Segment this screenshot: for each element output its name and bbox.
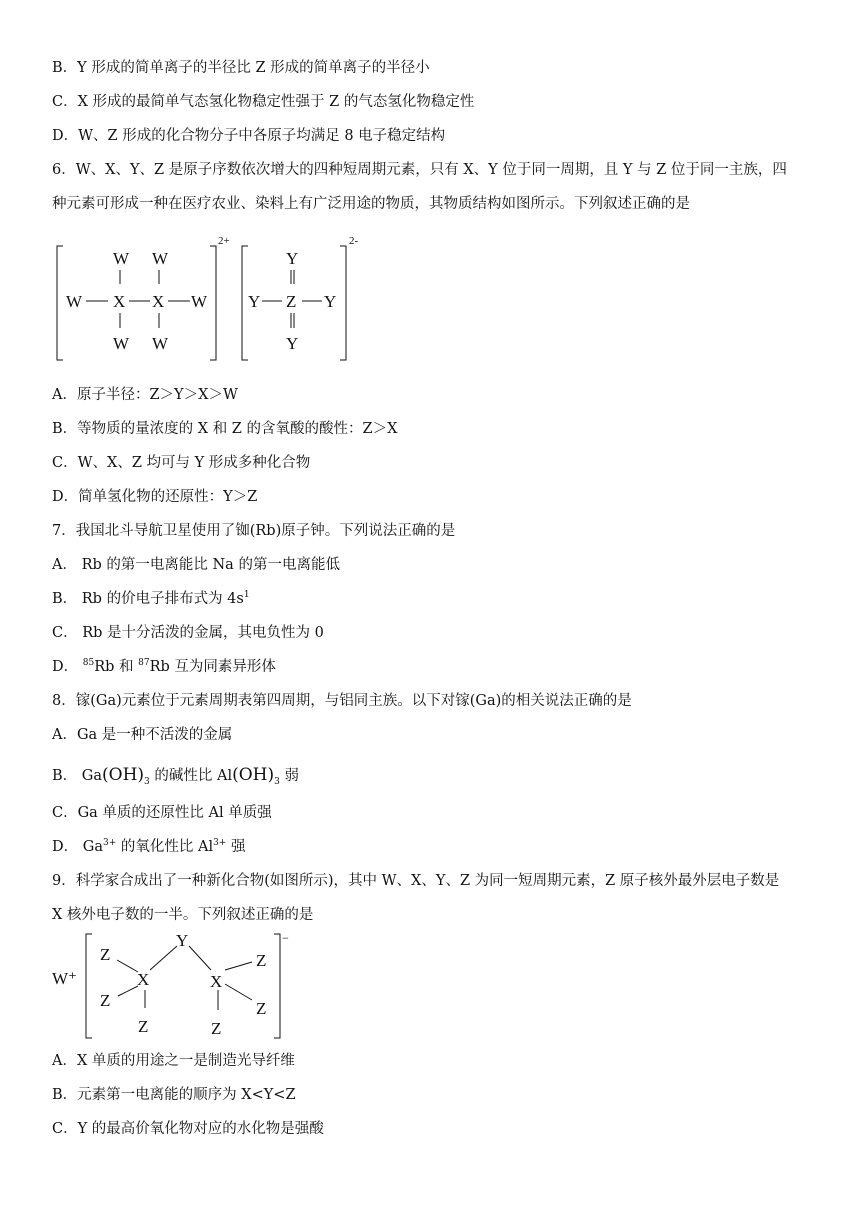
w-atom: W <box>191 292 208 311</box>
q8-option-c: C．Ga 单质的还原性比 Al 单质强 <box>52 805 272 821</box>
y-atom: Y <box>176 931 189 950</box>
q9-structure-figure <box>52 928 302 1044</box>
x-atom: X <box>210 972 223 991</box>
w-cation: W⁺ <box>52 969 78 988</box>
q6-option-d: D．简单氢化物的还原性：Y＞Z <box>52 489 258 505</box>
anion-charge: 2- <box>349 235 359 247</box>
q8-option-a: A．Ga 是一种不活泼的金属 <box>52 727 233 743</box>
w-atom: W <box>66 292 83 311</box>
z-atom: Z <box>100 991 111 1010</box>
w-atom: W <box>152 334 169 353</box>
q6-stem-line1: 6．W、X、Y、Z 是原子序数依次增大的四种短周期元素，只有 X、Y 位于同一周期，且 Y 与 Z 位于同一主族，四 <box>52 162 787 178</box>
q6-structure-figure <box>52 232 382 366</box>
w-atom: W <box>113 334 130 353</box>
z-atom: Z <box>100 945 111 964</box>
q9-stem-line2: X 核外电子数的一半。下列叙述正确的是 <box>52 907 314 923</box>
x-atom: X <box>152 292 165 311</box>
q9-option-b: B．元素第一电离能的顺序为 X<Y<Z <box>52 1087 296 1103</box>
w-atom: W <box>152 249 169 268</box>
q6-option-b: B．等物质的量浓度的 X 和 Z 的含氧酸的酸性：Z＞X <box>52 421 398 437</box>
q7-stem: 7．我国北斗导航卫星使用了铷(Rb)原子钟。下列说法正确的是 <box>52 523 456 539</box>
y-atom: Y <box>286 334 299 353</box>
z-atom: Z <box>138 1017 149 1036</box>
q9-option-a: A．X 单质的用途之一是制造光导纤维 <box>52 1053 295 1069</box>
q7-option-d: D． $^{85}$Rb 和 $^{87}$Rb 互为同素异形体 <box>52 658 276 675</box>
w-atom: W <box>113 249 130 268</box>
q6-stem-line2: 种元素可形成一种在医疗农业、染料上有广泛用途的物质，其物质结构如图所示。下列叙述正确的是 <box>52 196 690 212</box>
z-atom: Z <box>256 951 267 970</box>
q6-option-c: C．W、X、Z 均可与 Y 形成多种化合物 <box>52 455 311 471</box>
y-atom: Y <box>248 292 261 311</box>
y-atom: Y <box>286 249 299 268</box>
q7-option-c: C． Rb 是十分活泼的金属，其电负性为 0 <box>52 625 324 641</box>
q8-option-d: D． $Ga^{3+}$ 的氧化性比 $Al^{3+}$ 强 <box>52 838 246 855</box>
q9-option-c: C．Y 的最高价氧化物对应的水化物是强酸 <box>52 1121 324 1137</box>
z-atom: Z <box>286 292 297 311</box>
q8-stem: 8．镓(Ga)元素位于元素周期表第四周期，与铝同主族。以下对镓(Ga)的相关说法正确的是 <box>52 693 632 709</box>
option-c-q5: C．X 形成的最简单气态氢化物稳定性强于 Z 的气态氢化物稳定性 <box>52 94 475 110</box>
q7-option-a: A． Rb 的第一电离能比 Na 的第一电离能低 <box>52 557 340 573</box>
q8-option-b: B． $Ga(OH)_3$ 的碱性比 $Al(OH)_3$ 弱 <box>52 765 299 787</box>
anion-charge: − <box>282 931 289 945</box>
cation-charge: 2+ <box>218 235 230 247</box>
z-atom: Z <box>256 999 267 1018</box>
x-atom: X <box>137 970 150 989</box>
option-b-q5: B．Y 形成的简单离子的半径比 Z 形成的简单离子的半径小 <box>52 60 430 76</box>
option-d-q5: D．W、Z 形成的化合物分子中各原子均满足 8 电子稳定结构 <box>52 128 446 144</box>
q7-option-b: B． Rb 的价电子排布式为 $4s^1$ <box>52 590 250 607</box>
y-atom: Y <box>324 292 337 311</box>
z-atom: Z <box>211 1019 222 1038</box>
q9-stem-line1: 9．科学家合成出了一种新化合物(如图所示)，其中 W、X、Y、Z 为同一短周期元素，Z 原子核外最外层电子数是 <box>52 873 780 889</box>
x-atom: X <box>113 292 126 311</box>
q6-option-a: A．原子半径：Z＞Y＞X＞W <box>52 387 238 403</box>
